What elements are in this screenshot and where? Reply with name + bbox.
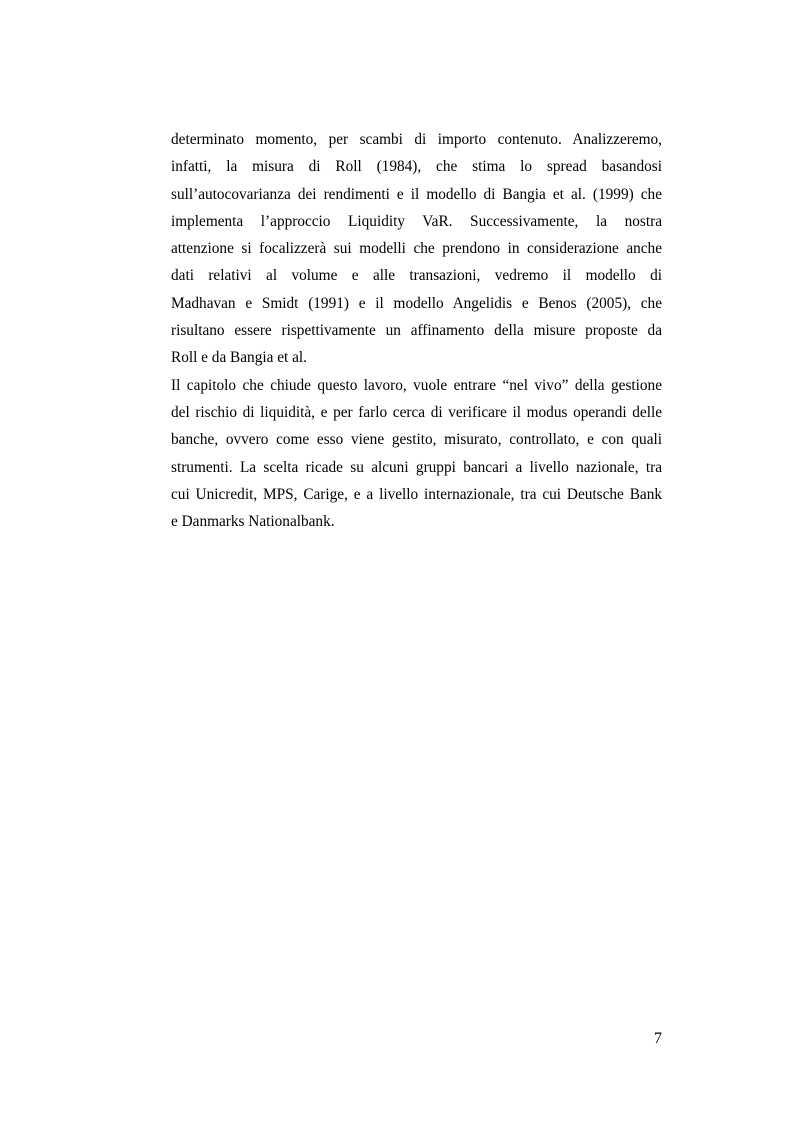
text-line: risultano essere rispettivamente un affinamento della misure proposte da <box>171 322 662 340</box>
text-line: determinato momento, per scambi di importo contenuto. Analizzeremo, <box>171 131 662 148</box>
body-text <box>171 126 662 535</box>
text-line: cui Unicredit, MPS, Carige, e a livello internazionale, tra cui Deutsche Bank <box>171 485 662 503</box>
text-line: implementa l’approccio Liquidity VaR. Successivamente, la nostra <box>171 212 662 230</box>
text-line: Madhavan e Smidt (1991) e il modello Angelidis e Benos (2005), che <box>171 294 662 312</box>
text-line: infatti, la misura di Roll (1984), che stima lo spread basandosi <box>171 158 662 176</box>
text-line: dati relativi al volume e alle transazioni, vedremo il modello di <box>171 267 662 285</box>
text-line: Roll e da Bangia et al. <box>171 349 307 367</box>
text-line: sull’autocovarianza dei rendimenti e il modello di Bangia et al. (1999) che <box>171 185 662 203</box>
text-line: del rischio di liquidità, e per farlo cerca di verificare il modus operandi delle <box>171 403 662 421</box>
text-line: attenzione si focalizzerà sui modelli che prendono in considerazione anche <box>171 240 662 258</box>
text-line: strumenti. La scelta ricade su alcuni gruppi bancari a livello nazionale, tra <box>171 458 662 476</box>
text-line: Il capitolo che chiude questo lavoro, vuole entrare “nel vivo” della gestione <box>171 376 662 394</box>
text-line: e Danmarks Nationalbank. <box>171 513 335 531</box>
page-number: 7 <box>654 1030 662 1047</box>
text-line: banche, ovvero come esso viene gestito, misurato, controllato, e con quali <box>171 431 662 449</box>
